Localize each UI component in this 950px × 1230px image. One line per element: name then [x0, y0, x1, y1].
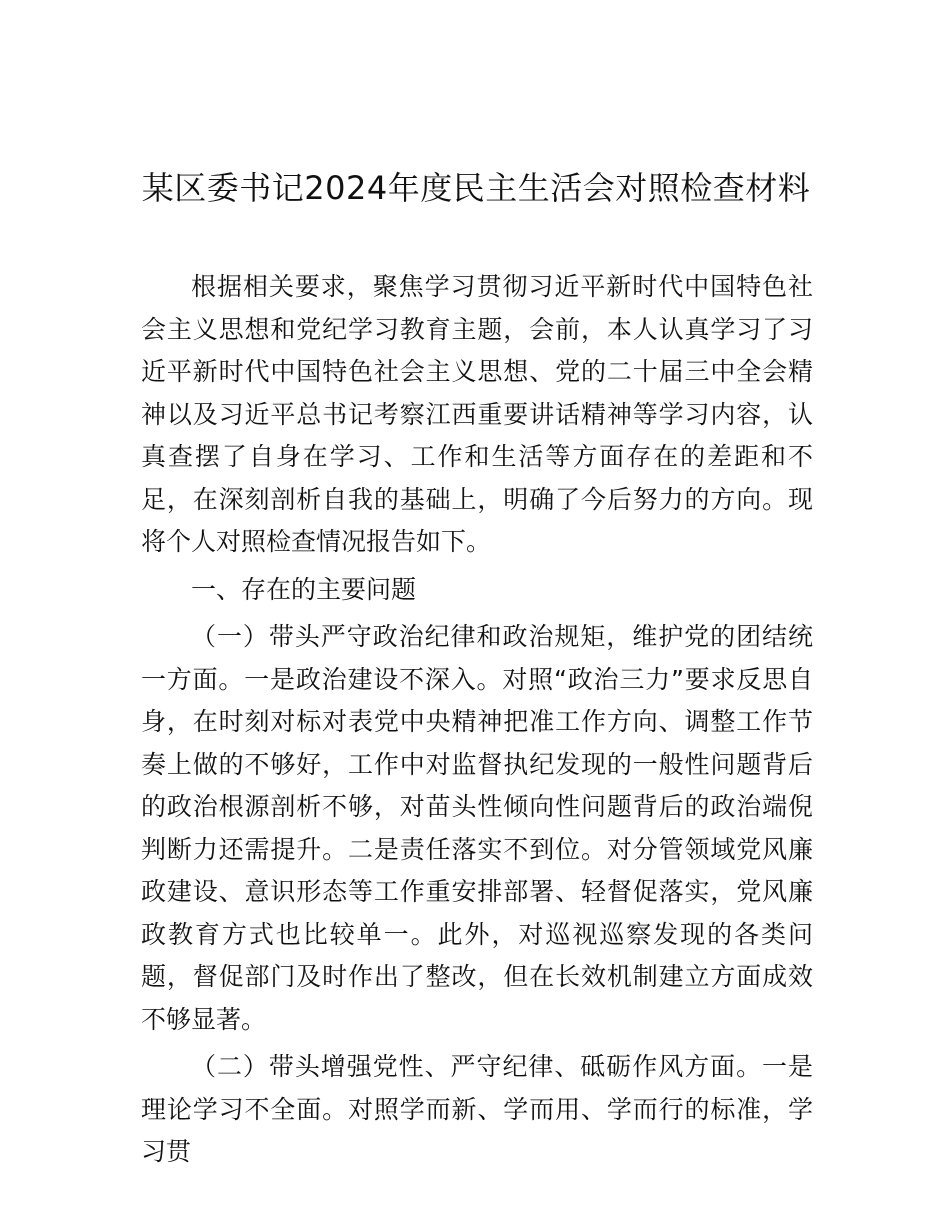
subsection-paragraph-2: （二）带头增强党性、严守纪律、砥砺作风方面。一是理论学习不全面。对照学而新、学而用、学而行的标准，学习贯 — [141, 1052, 813, 1166]
section-heading-problems: 一、存在的主要问题 — [191, 574, 417, 604]
document-body — [141, 266, 813, 1179]
subsection-paragraph-1: （一）带头严守政治纪律和政治规矩，维护党的团结统一方面。一是政治建设不深入。对照“政治三力”要求反思自身，在时刻对标对表党中央精神把准工作方向、调整工作节奏上做的不够好，工作中对监督执纪发现的一般性问题背后的政治根源剖析不够，对苗头性倾向性问题背后的政治端倪判断力还需提升。二是责任落实不到位。对分管领域党风廉政建设、意识形态等工作重安排部署、轻督促落实，党风廉政教育方式也比较单一。此外，对巡视巡察发现的各类问题，督促部门及时作出了整改，但在长效机制建立方面成效不够显著。 — [141, 622, 813, 1034]
intro-paragraph: 根据相关要求，聚焦学习贯彻习近平新时代中国特色社会主义思想和党纪学习教育主题，会前，本人认真学习了习近平新时代中国特色社会主义思想、党的二十届三中全会精神以及习近平总书记考察江西重要讲话精神等学习内容，认真查摆了自身在学习、工作和生活等方面存在的差距和不足，在深刻剖析自我的基础上，明确了今后努力的方向。现将个人对照检查情况报告如下。 — [141, 272, 813, 556]
document-title: 某区委书记2024年度民主生活会对照检查材料 — [141, 169, 811, 207]
